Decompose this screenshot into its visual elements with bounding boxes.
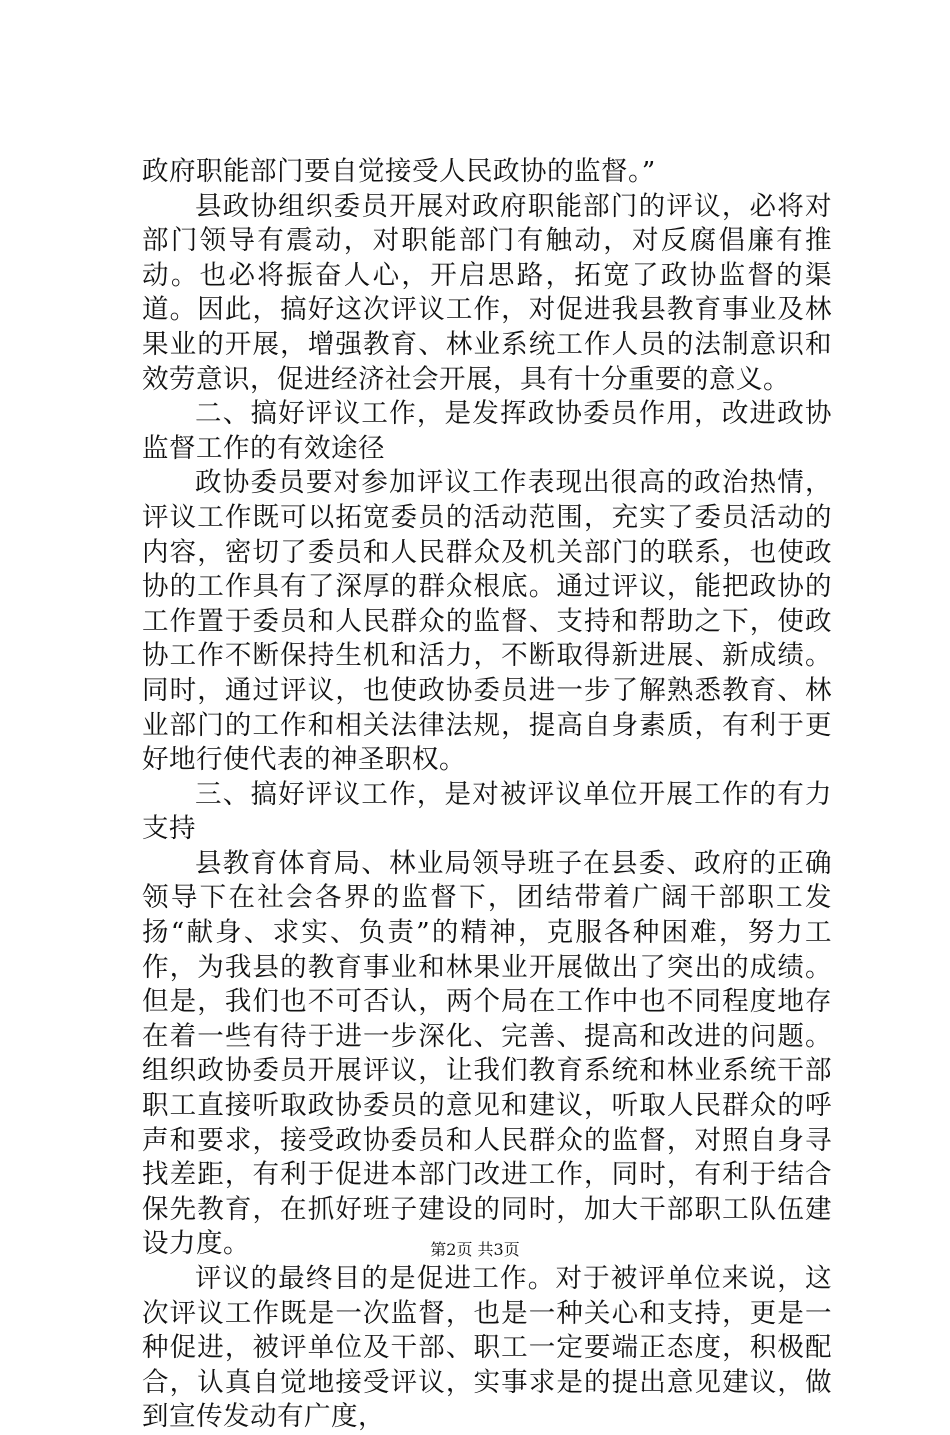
- paragraph-2: 县政协组织委员开展对政府职能部门的评议，必将对部门领导有震动，对职能部门有触动，对反腐倡廉有推动。也必将振奋人心，开启思路，拓宽了政协监督的渠道。因此，搞好这次评议工作，对促进我县教育事业及林果业的开展，增强教育、林业系统工作人员的法制意识和效劳意识，促进经济社会开展，具有十分重要的意义。: [142, 190, 832, 395]
- paragraph-5: 评议的最终目的是促进工作。对于被评单位来说，这次评议工作既是一次监督，也是一种关心和支持，更是一种促进，被评单位及干部、职工一定要端正态度，积极配合，认真自觉地接受评议，实事求是的提出意见建议，做到宣传发动有广度，: [142, 1263, 832, 1433]
- section-heading-3: 三、搞好评议工作，是对被评议单位开展工作的有力支持: [142, 778, 832, 845]
- page-footer: 第2页 共3页: [430, 1240, 520, 1259]
- section-heading-2: 二、搞好评议工作，是发挥政协委员作用，改进政协监督工作的有效途径: [142, 398, 832, 464]
- paragraph-4: 县教育体育局、林业局领导班子在县委、政府的正确领导下在社会各界的监督下，团结带着广阔干部职工发扬“献身、求实、负责”的精神，克服各种困难，努力工作，为我县的教育事业和林果业开展做出了突出的成绩。但是，我们也不可否认，两个局在工作中也不同程度地存在着一些有待于进一步深化、完善、提高和改进的问题。组织政协委员开展评议，让我们教育系统和林业系统干部职工直接听取政协委员的意见和建议，听取人民群众的呼声和要求，接受政协委员和人民群众的监督，对照自身寻找差距，有利于促进本部门改进工作，同时，有利于结合保先教育，在抓好班子建设的同时，加大干部职工队伍建设力度。: [142, 847, 832, 1260]
- paragraph-1: 政府职能部门要自觉接受人民政协的监督。”: [142, 156, 656, 187]
- paragraph-3: 政协委员要对参加评议工作表现出很高的政治热情，评议工作既可以拓宽委员的活动范围，充实了委员活动的内容，密切了委员和人民群众及机关部门的联系，也使政协的工作具有了深厚的群众根底。通过评议，能把政协的工作置于委员和人民群众的监督、支持和帮助之下，使政协工作不断保持生机和活力，不断取得新进展、新成绩。同时，通过评议，也使政协委员进一步了解熟悉教育、林业部门的工作和相关法律法规，提高自身素质，有利于更好地行使代表的神圣职权。: [142, 467, 832, 776]
